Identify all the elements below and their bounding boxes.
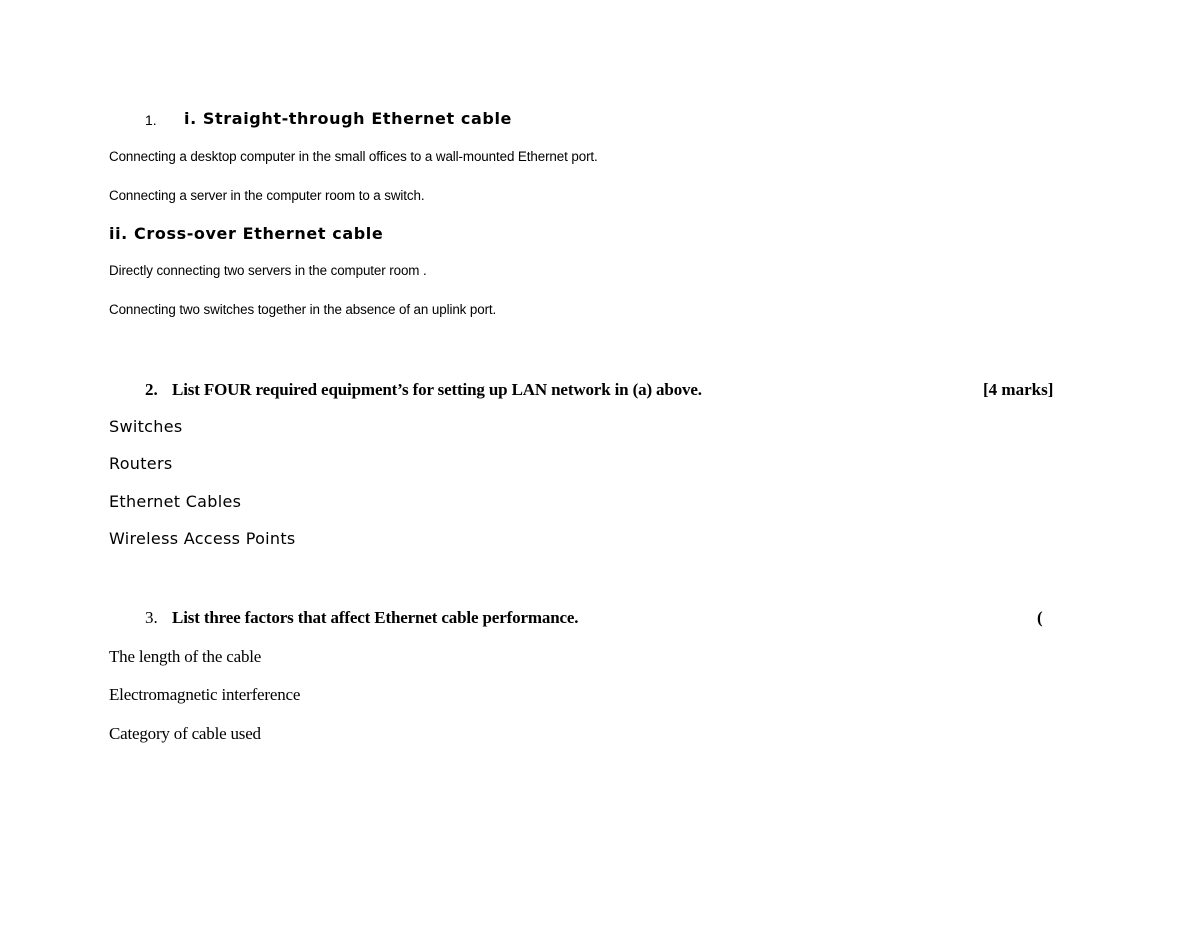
question-3-text: List three factors that affect Ethernet cable performance. [172,608,579,627]
q2-answer-2: Routers [109,454,173,473]
question-1-number: 1. [145,112,157,128]
q1-sub-item-2: Connecting two switches together in the absence of an uplink port. [109,302,497,317]
question-1-heading: i. Straight-through Ethernet cable [184,109,512,128]
q3-answer-1: The length of the cable [109,647,262,666]
q2-answer-4: Wireless Access Points [109,529,296,548]
question-3-marks: ( [1037,608,1043,627]
question-2-text: List FOUR required equipment’s for setting up LAN network in (a) above. [172,380,702,399]
q2-answer-1: Switches [109,417,183,436]
q2-answer-3: Ethernet Cables [109,492,242,511]
q1-item-2: Connecting a server in the computer room to a switch. [109,188,425,203]
q1-item-1: Connecting a desktop computer in the small offices to a wall-mounted Ethernet port. [109,149,598,164]
question-3-number: 3. [145,608,158,627]
question-2-number: 2. [145,380,158,399]
question-1-subheading: ii. Cross-over Ethernet cable [109,224,384,243]
q1-sub-item-1: Directly connecting two servers in the computer room . [109,263,427,278]
q3-answer-3: Category of cable used [109,724,261,743]
q3-answer-2: Electromagnetic interference [109,685,301,704]
question-2-marks: [4 marks] [983,380,1054,399]
